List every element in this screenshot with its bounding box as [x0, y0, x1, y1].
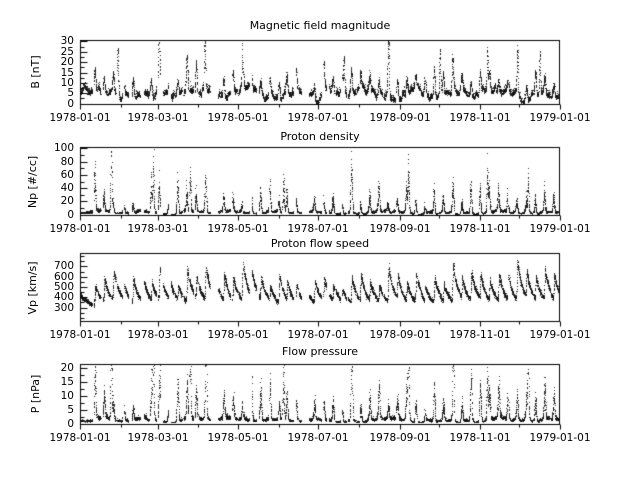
panel-magnetic-field-title: Magnetic field magnitude — [249, 19, 391, 32]
y-tick-label: 5 — [67, 404, 74, 416]
y-axis-label-np: Np [#/cc] — [26, 155, 39, 209]
x-tick-label: 1978-07-01 — [287, 329, 349, 341]
y-tick-label: 25 — [60, 46, 74, 58]
x-tick-label: 1978-03-01 — [127, 432, 189, 444]
y-tick-label: 0 — [67, 418, 74, 430]
x-tick-label: 1978-09-01 — [369, 329, 431, 341]
panel-flow-speed-title: Proton flow speed — [270, 237, 370, 250]
y-tick-label: 30 — [60, 35, 74, 47]
y-tick-label: 40 — [60, 182, 74, 194]
y-tick-label: 20 — [60, 56, 74, 68]
x-tick-label: 1978-05-01 — [207, 329, 269, 341]
x-tick-label: 1979-01-01 — [529, 112, 591, 124]
x-tick-label: 1978-11-01 — [449, 112, 511, 124]
x-tick-label: 1978-11-01 — [449, 329, 511, 341]
y-tick-label: 400 — [53, 291, 74, 303]
x-tick-label: 1979-01-01 — [529, 223, 591, 235]
x-tick-label: 1979-01-01 — [529, 329, 591, 341]
y-tick-label: 0 — [67, 209, 74, 221]
x-tick-label: 1978-01-01 — [49, 223, 111, 235]
y-tick-label: 15 — [60, 376, 74, 388]
x-tick-label: 1978-05-01 — [207, 223, 269, 235]
y-axis-label-b: B [nT] — [29, 55, 42, 89]
x-tick-label: 1979-01-01 — [529, 432, 591, 444]
y-tick-label: 60 — [60, 169, 74, 181]
x-tick-label: 1978-09-01 — [369, 223, 431, 235]
y-tick-label: 10 — [60, 77, 74, 89]
x-tick-label: 1978-07-01 — [287, 223, 349, 235]
y-tick-label: 0 — [67, 98, 74, 110]
y-tick-label: 5 — [67, 87, 74, 99]
y-axis-label-vp: Vp [km/s] — [26, 261, 39, 315]
y-axis-label-p: P [nPa] — [29, 374, 42, 414]
y-tick-label: 600 — [53, 271, 74, 283]
y-tick-label: 500 — [53, 281, 74, 293]
x-tick-label: 1978-11-01 — [449, 223, 511, 235]
y-tick-label: 80 — [60, 156, 74, 168]
x-tick-label: 1978-09-01 — [369, 432, 431, 444]
x-tick-label: 1978-01-01 — [49, 112, 111, 124]
y-tick-label: 100 — [53, 142, 74, 154]
x-tick-label: 1978-03-01 — [127, 112, 189, 124]
y-tick-label: 300 — [53, 302, 74, 314]
y-tick-label: 20 — [60, 195, 74, 207]
x-tick-label: 1978-03-01 — [127, 329, 189, 341]
y-tick-label: 15 — [60, 67, 74, 79]
panel-proton-density-title: Proton density — [280, 130, 360, 143]
panel-flow-pressure-title: Flow pressure — [281, 345, 359, 358]
x-tick-label: 1978-11-01 — [449, 432, 511, 444]
x-tick-label: 1978-01-01 — [49, 329, 111, 341]
x-tick-label: 1978-01-01 — [49, 432, 111, 444]
y-tick-label: 20 — [60, 362, 74, 374]
y-tick-label: 700 — [53, 260, 74, 272]
x-tick-label: 1978-07-01 — [287, 432, 349, 444]
x-tick-label: 1978-09-01 — [369, 112, 431, 124]
y-tick-label: 10 — [60, 390, 74, 402]
x-tick-label: 1978-03-01 — [127, 223, 189, 235]
x-tick-label: 1978-05-01 — [207, 112, 269, 124]
x-tick-label: 1978-07-01 — [287, 112, 349, 124]
x-tick-label: 1978-05-01 — [207, 432, 269, 444]
